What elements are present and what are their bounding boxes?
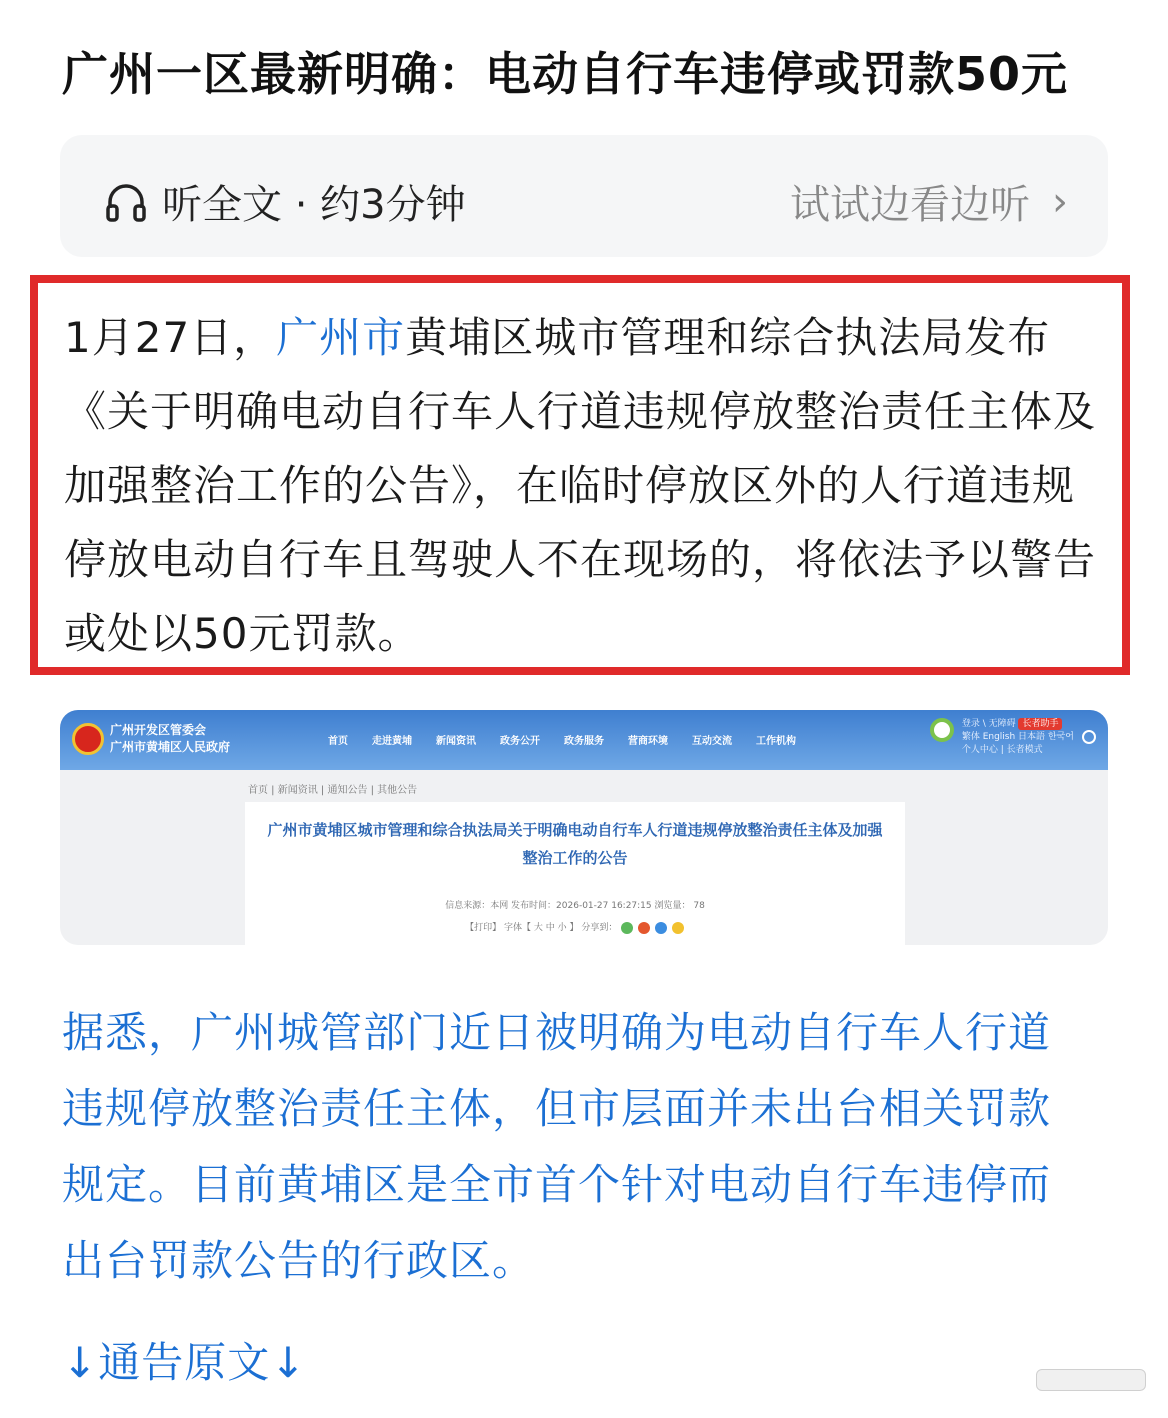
context-paragraph: 据悉，广州城管部门近日被明确为电动自行车人行道违规停放整治责任主体，但市层面并未出台相关罚款规定。目前黄埔区是全市首个针对电动自行车违停而出台罚款公告的行政区。 <box>62 1008 1052 1285</box>
nav-item: 政务公开 <box>500 736 540 747</box>
nav-item: 政务服务 <box>564 736 604 747</box>
gov-site-nav <box>328 732 796 747</box>
qq-share-icon <box>655 922 667 934</box>
watermark-bar <box>1036 1366 1146 1394</box>
org-line-1: 广州开发区管委会 <box>110 723 207 737</box>
gov-breadcrumb: 首页 | 新闻资讯 | 通知公告 | 其他公告 <box>248 785 418 796</box>
quote-body: 黄埔区城市管理和综合执法局发布《关于明确电动自行车人行道违规停放整治责任主体及加强整治工作的公告》，在临时停放区外的人行道违规停放电动自行车且驾驶人不在现场的，将依法予以警告或处以50元罚款。 <box>64 313 1097 658</box>
nav-item: 首页 <box>328 736 348 747</box>
gov-notice-tools <box>245 920 905 934</box>
gov-notice-title: 广州市黄埔区城市管理和综合执法局关于明确电动自行车人行道违规停放整治责任主体及加强整治工作的公告 <box>267 821 883 867</box>
embedded-screenshot[interactable] <box>60 710 1108 945</box>
listen-full-text[interactable] <box>104 173 466 230</box>
gov-org-name <box>110 722 230 756</box>
wechat-share-icon <box>621 922 633 934</box>
listen-bar[interactable] <box>60 135 1108 257</box>
gov-site-header <box>60 710 1108 770</box>
elder-badge: 长者助手 <box>1018 718 1062 730</box>
guangzhou-link[interactable]: 广州市 <box>276 313 406 362</box>
highlighted-quote-box <box>30 275 1130 675</box>
nav-item: 互动交流 <box>692 736 732 747</box>
gov-top-right <box>930 718 1096 757</box>
personal-links: 个人中心 | 长者模式 <box>961 745 1043 755</box>
quote-paragraph <box>64 301 1104 671</box>
nav-item: 营商环境 <box>628 736 668 747</box>
watch-and-listen-label: 试试边看边听 <box>790 182 1030 228</box>
nav-item: 新闻资讯 <box>436 736 476 747</box>
headphone-icon <box>104 180 148 224</box>
watch-and-listen-button[interactable] <box>790 173 1068 230</box>
gov-utility-links <box>962 718 1074 757</box>
gov-notice-card <box>245 802 905 945</box>
weibo-share-icon <box>638 922 650 934</box>
national-emblem-icon <box>72 723 104 755</box>
listen-label: 听全文 · 约3分钟 <box>162 182 466 228</box>
search-icon <box>1082 730 1096 744</box>
gov-notice-meta: 信息来源：本网 发布时间：2026-01-27 16:27:15 浏览量： 78 <box>445 901 705 911</box>
language-links: 繁体 English 日本語 한국어 <box>961 732 1074 742</box>
article-title: 广州一区最新明确：电动自行车违停或罚款50元 <box>62 47 1069 101</box>
login-links: 登录 \ 无障碍 <box>961 719 1016 729</box>
org-line-2: 广州市黄埔区人民政府 <box>110 740 231 754</box>
tools-text: 【打印】 字体【 大 中 小 】 分享到： <box>465 923 618 933</box>
favorite-star-icon <box>672 922 684 934</box>
site-logo-icon <box>930 718 954 742</box>
chevron-right-icon: › <box>1052 178 1068 225</box>
original-notice-link[interactable]: ↓通告原文↓ <box>62 1338 307 1387</box>
quote-date: 1月27日， <box>64 313 277 362</box>
nav-item: 工作机构 <box>756 736 796 747</box>
watermark-logo <box>1036 1369 1146 1391</box>
nav-item: 走进黄埔 <box>372 736 412 747</box>
